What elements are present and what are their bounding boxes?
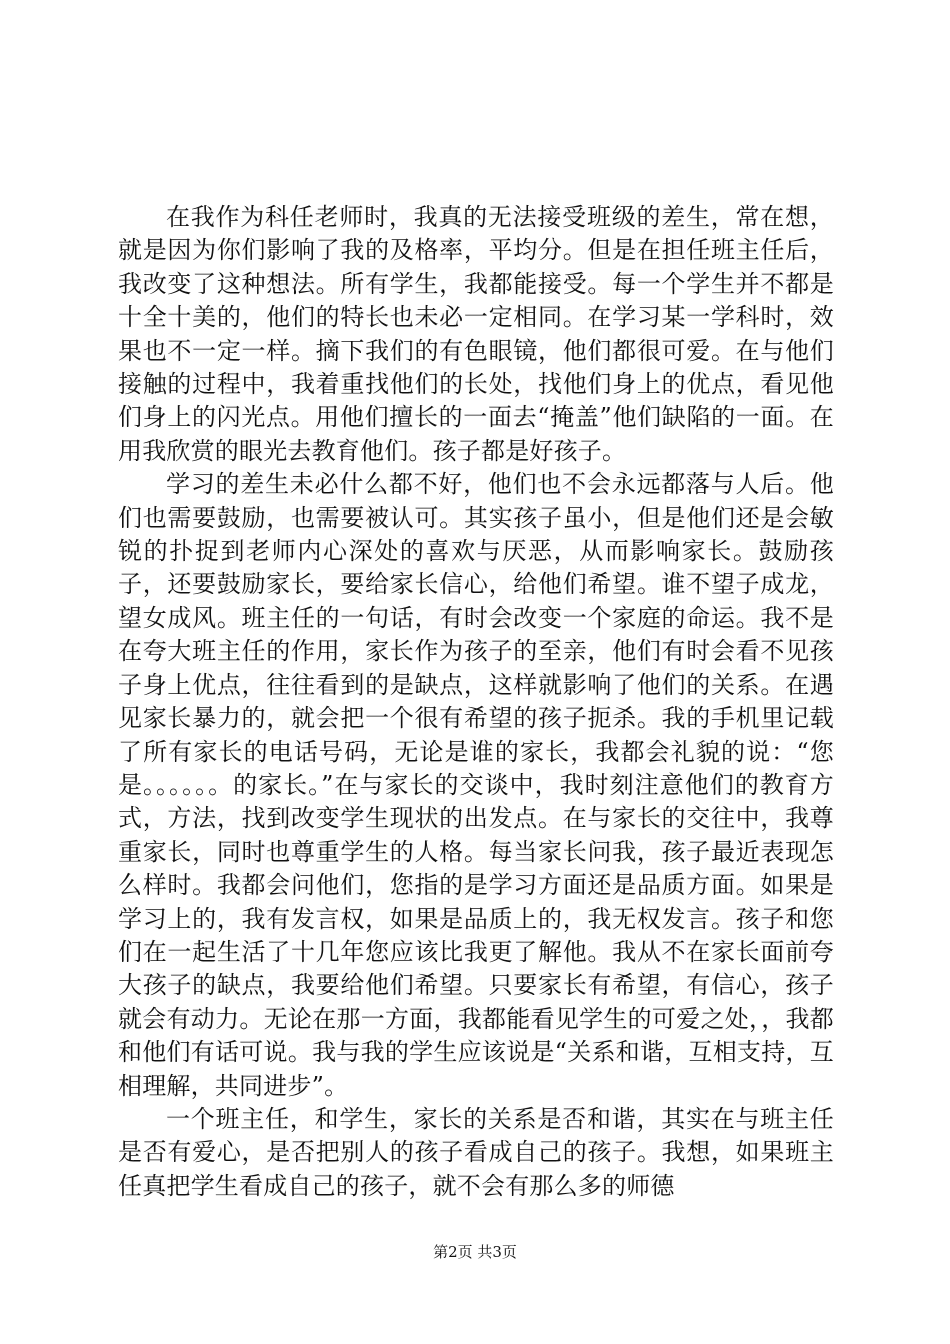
document-body — [118, 201, 834, 1203]
paragraph: 在我作为科任老师时，我真的无法接受班级的差生，常在想，就是因为你们影响了我的及格率，平均分。但是在担任班主任后，我改变了这种想法。所有学生，我都能接受。每一个学生并不都是十全十美的，他们的特长也未必一定相同。在学习某一学科时，效果也不一定一样。摘下我们的有色眼镜，他们都很可爱。在与他们接触的过程中，我着重找他们的长处，找他们身上的优点，看见他们身上的闪光点。用他们擅长的一面去“掩盖”他们缺陷的一面。在用我欣赏的眼光去教育他们。孩子都是好孩子。 — [118, 203, 834, 465]
page-number-label: 第2页 共3页 — [433, 1243, 517, 1261]
page-footer — [0, 1242, 950, 1262]
paragraph: 学习的差生未必什么都不好，他们也不会永远都落与人后。他们也需要鼓励，也需要被认可。其实孩子虽小，但是他们还是会敏锐的扑捉到老师内心深处的喜欢与厌恶，从而影响家长。鼓励孩子，还要鼓励家长，要给家长信心，给他们希望。谁不望子成龙，望女成风。班主任的一句话，有时会改变一个家庭的命运。我不是在夸大班主任的作用，家长作为孩子的至亲，他们有时会看不见孩子身上优点，往往看到的是缺点，这样就影响了他们的关系。在遇见家长暴力的，就会把一个很有希望的孩子扼杀。我的手机里记载了所有家长的电话号码，无论是谁的家长，我都会礼貌的说：“您是。。。。。。的家长。”在与家长的交谈中，我时刻注意他们的教育方式，方法，找到改变学生现状的出发点。在与家长的交往中，我尊重家长，同时也尊重学生的人格。每当家长问我，孩子最近表现怎么样时。我都会问他们，您指的是学习方面还是品质方面。如果是学习上的，我有发言权，如果是品质上的，我无权发言。孩子和您们在一起生活了十几年您应该比我更了解他。我从不在家长面前夸大孩子的缺点，我要给他们希望。只要家长有希望，有信心，孩子就会有动力。无论在那一方面，我都能看见学生的可爱之处，，我都和他们有话可说。我与我的学生应该说是“关系和谐，互相支持，互相理解，共同进步”。 — [118, 470, 834, 1100]
paragraph: 一个班主任，和学生，家长的关系是否和谐，其实在与班主任是否有爱心，是否把别人的孩子看成自己的孩子。我想，如果班主任真把学生看成自己的孩子，就不会有那么多的师德 — [118, 1104, 834, 1200]
